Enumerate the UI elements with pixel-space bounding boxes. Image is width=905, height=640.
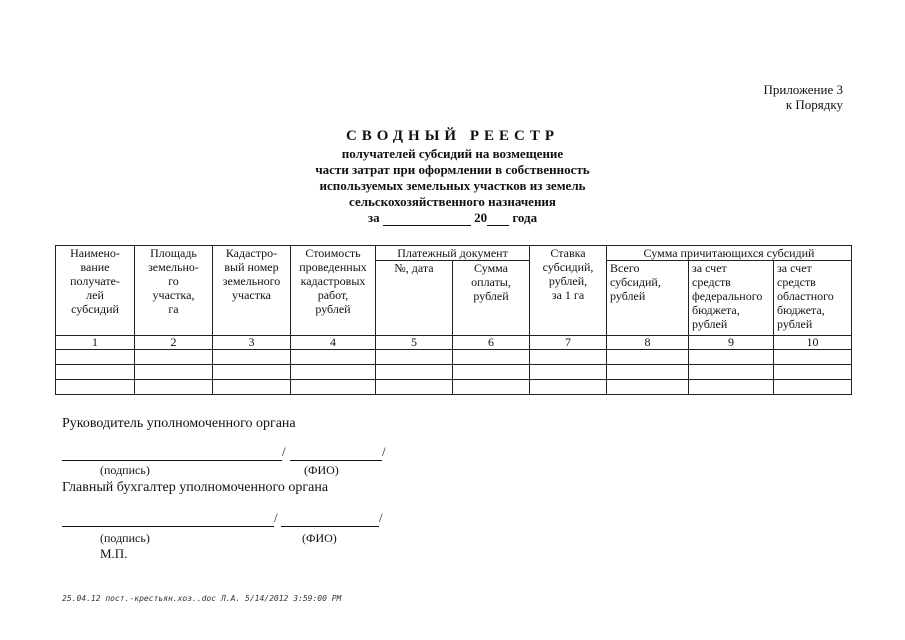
- table-cell[interactable]: [213, 365, 291, 380]
- header-subsidy-rate: Ставка субсидий, рублей, за 1 га: [530, 246, 607, 336]
- year-blank: [487, 212, 509, 226]
- table-cell[interactable]: [56, 380, 135, 395]
- head-signature-caption: (подпись): [100, 463, 150, 477]
- header-cadastral-number: Кадастро- вый номер земельного участка: [213, 246, 291, 336]
- header-row-1: [56, 246, 852, 261]
- period-prefix: за: [367, 210, 380, 225]
- table-cell[interactable]: [213, 380, 291, 395]
- table-cell[interactable]: [774, 350, 852, 365]
- header-regional-budget: за счет средств областного бюджета, рублей: [774, 261, 852, 336]
- appendix-reference: [763, 82, 843, 112]
- column-number: 2: [135, 336, 213, 350]
- table-cell[interactable]: [774, 365, 852, 380]
- head-signature-title: Руководитель уполномоченного органа: [62, 416, 296, 431]
- table-cell[interactable]: [453, 350, 530, 365]
- table-cell[interactable]: [607, 365, 689, 380]
- accountant-signature-separator: /: [274, 510, 278, 525]
- header-payment-number-date: №, дата: [376, 261, 453, 336]
- title-line-2: части затрат при оформлении в собственность: [315, 162, 590, 177]
- header-payment-sum: Сумма оплаты, рублей: [453, 261, 530, 336]
- period-blank: [383, 212, 471, 226]
- table-cell[interactable]: [291, 350, 376, 365]
- period-suffix: года: [512, 210, 538, 225]
- column-number: 5: [376, 336, 453, 350]
- seal-placeholder: М.П.: [100, 546, 128, 561]
- table-cell[interactable]: [135, 365, 213, 380]
- table-cell[interactable]: [376, 365, 453, 380]
- table-row: [56, 380, 852, 395]
- title-line-4: сельскохозяйственного назначения: [349, 194, 556, 209]
- column-number: 8: [607, 336, 689, 350]
- header-recipient-name: Наимено- вание получате- лей субсидий: [56, 246, 135, 336]
- column-number: 7: [530, 336, 607, 350]
- head-name-separator: /: [382, 444, 386, 459]
- period-year: 20: [474, 210, 488, 225]
- header-plot-area: Площадь земельно- го участка, га: [135, 246, 213, 336]
- table-cell[interactable]: [56, 365, 135, 380]
- column-numbers-row: [56, 336, 852, 350]
- table-cell[interactable]: [291, 365, 376, 380]
- print-footer: 25.04.12 пост.-крестьян.хоз..doc Л.А. 5/14/2012 3:59:00 PM: [62, 594, 342, 603]
- table-cell[interactable]: [530, 350, 607, 365]
- table-row: [56, 350, 852, 365]
- header-subsidy-total: Всего субсидий, рублей: [607, 261, 689, 336]
- register-table: [55, 245, 852, 395]
- table-cell[interactable]: [376, 350, 453, 365]
- accountant-name-caption: (ФИО): [302, 531, 337, 545]
- accountant-name-line[interactable]: [281, 512, 379, 527]
- table-cell[interactable]: [213, 350, 291, 365]
- head-signature-separator: /: [282, 444, 286, 459]
- head-name-caption: (ФИО): [304, 463, 339, 477]
- table-row: [56, 365, 852, 380]
- accountant-name-separator: /: [379, 510, 383, 525]
- table-cell[interactable]: [607, 350, 689, 365]
- table-cell[interactable]: [56, 350, 135, 365]
- table-cell[interactable]: [291, 380, 376, 395]
- column-number: 1: [56, 336, 135, 350]
- header-federal-budget: за счет средств федерального бюджета, рублей: [689, 261, 774, 336]
- column-number: 9: [689, 336, 774, 350]
- appendix-number: Приложение 3: [763, 82, 843, 97]
- title-line-1: получателей субсидий на возмещение: [341, 146, 564, 161]
- appendix-target: к Порядку: [785, 97, 843, 112]
- table-cell[interactable]: [135, 380, 213, 395]
- head-name-line[interactable]: [290, 446, 382, 461]
- accountant-signature-title: Главный бухгалтер уполномоченного органа: [62, 480, 329, 495]
- column-number: 10: [774, 336, 852, 350]
- table-cell[interactable]: [135, 350, 213, 365]
- title-line-3: используемых земельных участков из земель: [319, 178, 586, 193]
- title-period: [0, 210, 905, 226]
- header-subsidy-group: Сумма причитающихся субсидий: [607, 246, 852, 261]
- table-cell[interactable]: [774, 380, 852, 395]
- column-number: 4: [291, 336, 376, 350]
- table-cell[interactable]: [453, 365, 530, 380]
- table-cell[interactable]: [689, 350, 774, 365]
- table-cell[interactable]: [689, 365, 774, 380]
- table-cell[interactable]: [376, 380, 453, 395]
- table-cell[interactable]: [530, 365, 607, 380]
- header-cadastral-cost: Стоимость проведенных кадастровых работ, рублей: [291, 246, 376, 336]
- head-signature-line[interactable]: [62, 446, 282, 461]
- header-payment-document: Платежный документ: [376, 246, 530, 261]
- table-cell[interactable]: [453, 380, 530, 395]
- column-number: 3: [213, 336, 291, 350]
- accountant-signature-line[interactable]: [62, 512, 274, 527]
- document-title: [0, 126, 905, 226]
- table-cell[interactable]: [607, 380, 689, 395]
- table-cell[interactable]: [530, 380, 607, 395]
- column-number: 6: [453, 336, 530, 350]
- accountant-signature-caption: (подпись): [100, 531, 150, 545]
- title-main: СВОДНЫЙ РЕЕСТР: [345, 128, 560, 144]
- table-cell[interactable]: [689, 380, 774, 395]
